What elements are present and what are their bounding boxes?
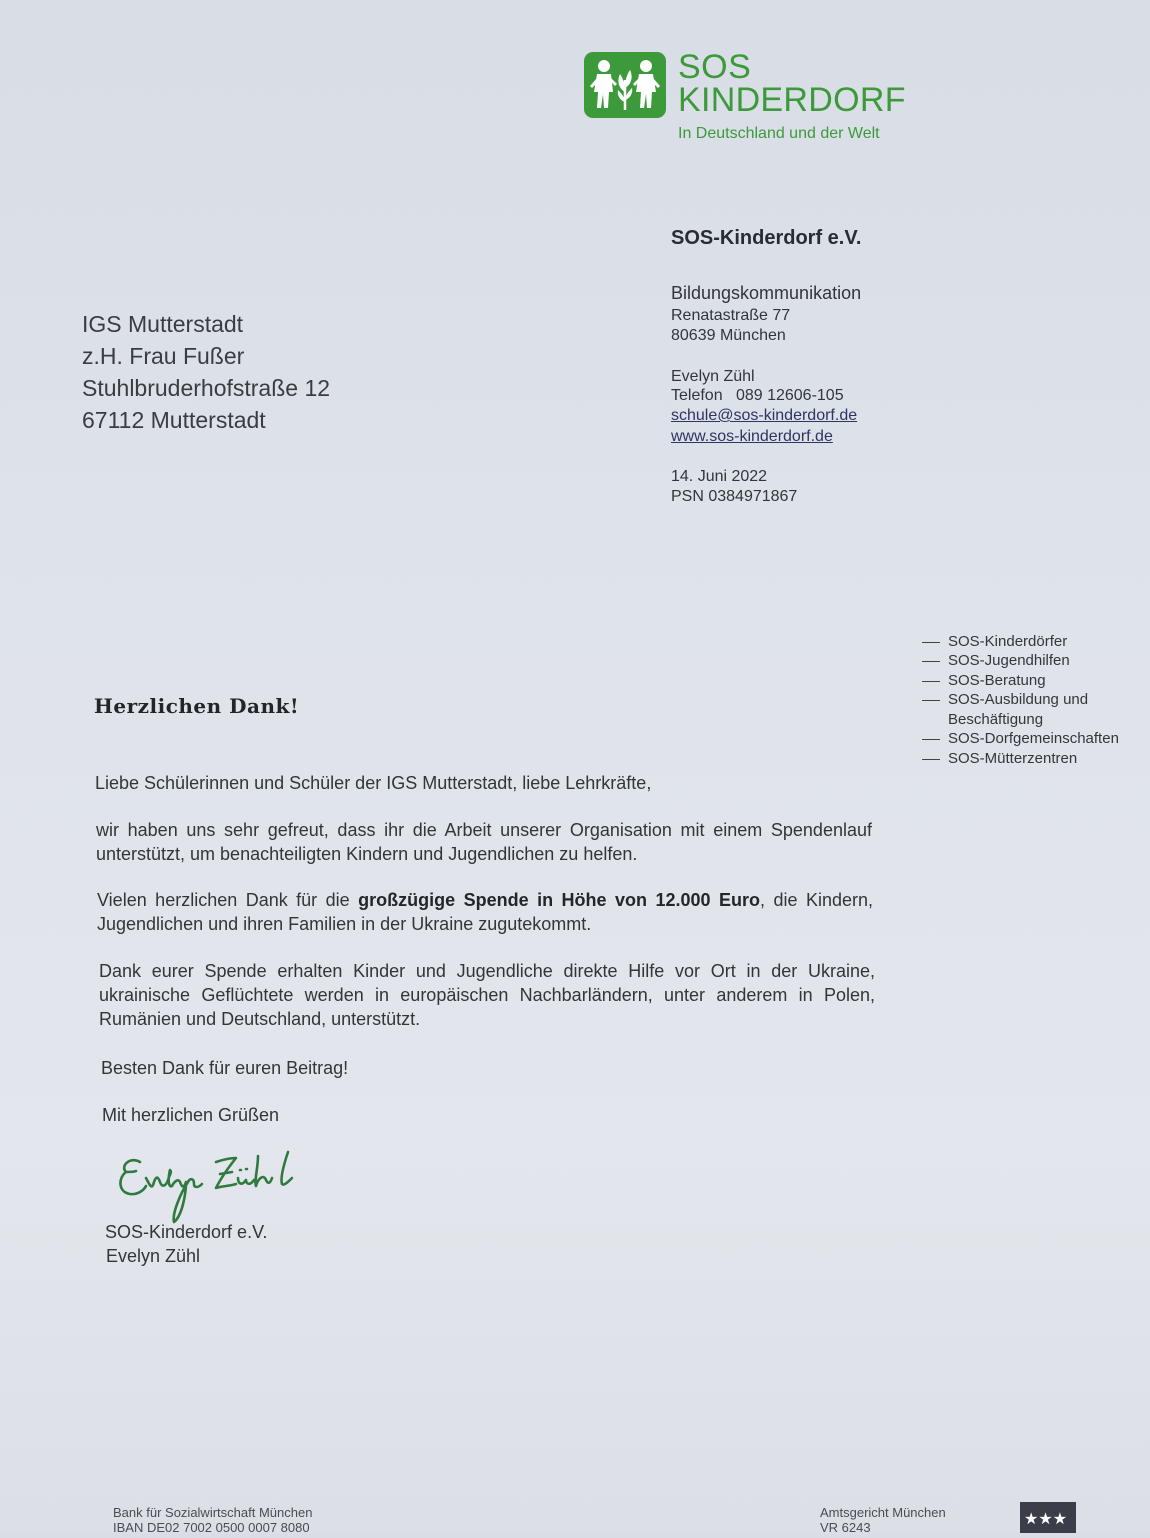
signature-org: SOS-Kinderdorf e.V. [105, 1222, 268, 1242]
sender-org-name: SOS-Kinderdorf e.V. [671, 227, 862, 249]
recipient-line-4: 67112 Mutterstadt [82, 407, 266, 433]
service-item: SOS-Jugendhilfen [922, 651, 1070, 671]
service-item: SOS-Mütterzentren [922, 749, 1077, 769]
footer-register: VR 6243 [820, 1520, 871, 1535]
recipient-line-2: z.H. Frau Fußer [82, 343, 245, 369]
letter-heading: Herzlichen Dank! [94, 694, 300, 718]
letter-salutation: Liebe Schülerinnen und Schüler der IGS Mutterstadt, liebe Lehrkräfte, [95, 773, 652, 793]
seal-stars-icon [1020, 1502, 1076, 1533]
handwritten-signature [112, 1142, 312, 1226]
letter-paragraph-2: Vielen herzlichen Dank für die großzügige Spende in Höhe von 12.000 Euro, die Kindern, Jugendlichen und ihren Familien in der Ukraine zugutekommt. [97, 890, 873, 934]
service-item: SOS-Kinderdörfer [922, 632, 1067, 652]
sender-city: 80639 München [671, 327, 786, 344]
children-silhouette-icon [584, 52, 666, 118]
signature-name: Evelyn Zühl [106, 1246, 201, 1266]
sender-website-link[interactable]: www.sos-kinderdorf.de [671, 428, 833, 445]
letter-date: 14. Juni 2022 [671, 468, 768, 485]
sender-phone-line [671, 386, 844, 406]
sender-email-row [671, 406, 857, 426]
recipient-line-1: IGS Mutterstadt [82, 311, 244, 337]
letter-paragraph-3: Dank eurer Spende erhalten Kinder und Jugendliche direkte Hilfe vor Ort in der Ukraine, ukrainische Geflüchtete werden in europäischen Nachbarländern, unter anderem in Polen, Rumänien und Deutschland, unterstützt. [99, 961, 875, 1029]
service-item: SOS-Ausbildung und [922, 690, 1088, 710]
logo-tagline: In Deutschland und der Welt [678, 125, 880, 142]
donation-amount: großzügige Spende in Höhe von 12.000 Euro [358, 890, 760, 910]
logo-text-sos: SOS [678, 48, 752, 86]
letter-closing: Mit herzlichen Grüßen [102, 1105, 280, 1125]
letter-psn: PSN 0384971867 [671, 488, 798, 505]
footer-court: Amtsgericht München [820, 1505, 946, 1520]
sender-website-row [671, 427, 833, 447]
letter-paragraph-1: wir haben uns sehr gefreut, dass ihr die Arbeit unserer Organisation mit einem Spendenlauf unterstützt, um benachteiligten Kindern und Jugendlichen zu helfen. [96, 820, 872, 864]
service-item: SOS-Beratung [922, 671, 1046, 691]
footer-bank: Bank für Sozialwirtschaft München [113, 1505, 313, 1520]
recipient-line-3: Stuhlbruderhofstraße 12 [82, 375, 331, 401]
sos-logo-icon [584, 52, 666, 118]
service-item: SOS-Dorfgemeinschaften [922, 729, 1119, 749]
logo-text-kinderdorf: KINDERDORF [678, 81, 906, 119]
letter-thanks: Besten Dank für euren Beitrag! [101, 1058, 349, 1078]
service-item-continued: Beschäftigung [948, 711, 1044, 728]
footer-iban: IBAN DE02 7002 0500 0007 8080 [113, 1520, 310, 1535]
sender-email-link[interactable]: schule@sos-kinderdorf.de [671, 407, 858, 424]
sender-department: Bildungskommunikation [671, 283, 862, 303]
sender-contact-name: Evelyn Zühl [671, 368, 755, 385]
svg-text:★★★: ★★★ [1024, 1509, 1068, 1528]
sender-phone: 089 12606-105 [735, 387, 844, 404]
sender-street: Renatastraße 77 [671, 307, 791, 324]
sender-phone-label: Telefon [671, 387, 723, 404]
